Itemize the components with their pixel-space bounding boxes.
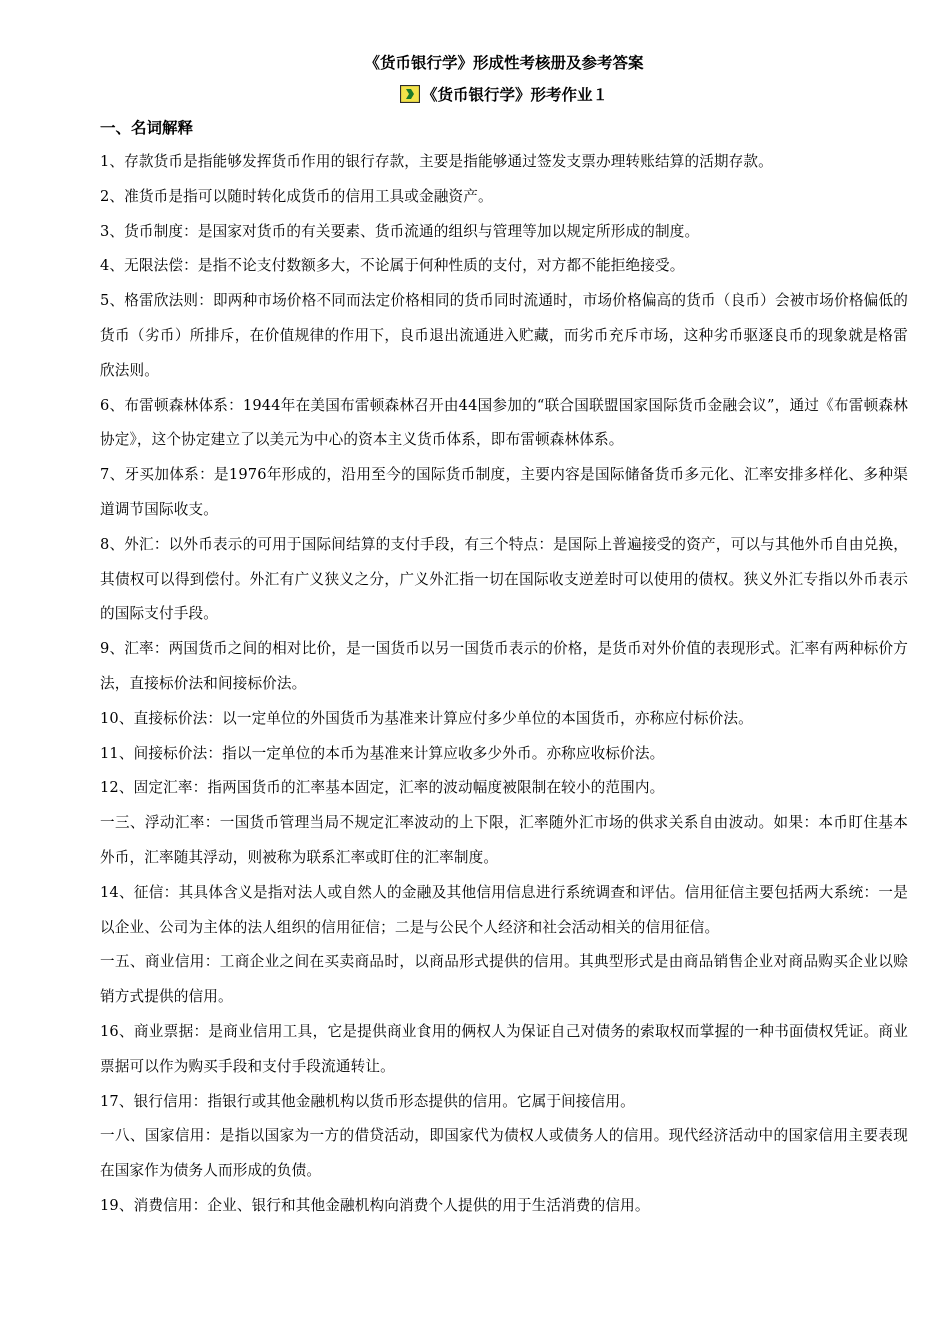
term-entry: 5、格雷欣法则：即两种市场价格不同而法定价格相同的货币同时流通时，市场价格偏高的货币（良币）会被市场价格偏低的货币（劣币）所排斥，在价值规律的作用下，良币退出流通进入贮藏，而劣币充斥市场，这种劣币驱逐良币的现象就是格雷欣法则。 xyxy=(100,292,908,379)
term-entry: 6、布雷顿森林体系：1944年在美国布雷顿森林召开由44国参加的“联合国联盟国家国际货币金融会议”，通过《布雷顿森林协定》，这个协定建立了以美元为中心的资本主义货币体系，即布雷顿森林体系。 xyxy=(100,396,908,449)
document-subtitle xyxy=(100,80,908,110)
term-entry: 19、消费信用：企业、银行和其他金融机构向消费个人提供的用于生活消费的信用。 xyxy=(100,1196,650,1214)
term-entry: 3、货币制度：是国家对货币的有关要素、货币流通的组织与管理等加以规定所形成的制度。 xyxy=(100,222,700,240)
term-entry: 16、商业票据：是商业信用工具，它是提供商业食用的俩权人为保证自己对债务的索取权而掌握的一种书面债权凭证。商业票据可以作为购买手段和支付手段流通转让。 xyxy=(100,1022,908,1075)
term-entry: 一三、浮动汇率：一国货币管理当局不规定汇率波动的上下限，汇率随外汇市场的供求关系自由波动。如果：本币盯住基本外币，汇率随其浮动，则被称为联系汇率或盯住的汇率制度。 xyxy=(100,814,908,866)
document-arrow-icon xyxy=(400,85,420,103)
term-entry: 7、牙买加体系：是1976年形成的，沿用至今的国际货币制度，主要内容是国际储备货币多元化、汇率安排多样化、多种渠道调节国际收支。 xyxy=(100,466,908,518)
document-page xyxy=(100,46,908,1224)
section-heading: 一、名词解释 xyxy=(100,119,194,137)
term-entry: 10、直接标价法：以一定单位的外国货币为基准来计算应付多少单位的本国货币，亦称应付标价法。 xyxy=(100,709,753,727)
term-entry: 一五、商业信用：工商企业之间在买卖商品时，以商品形式提供的信用。其典型形式是由商品销售企业对商品购买企业以赊销方式提供的信用。 xyxy=(100,953,908,1006)
term-entry: 1、存款货币是指能够发挥货币作用的银行存款，主要是指能够通过签发支票办理转账结算的活期存款。 xyxy=(100,153,773,170)
term-entry: 17、银行信用：指银行或其他金融机构以货币形态提供的信用。它属于间接信用。 xyxy=(100,1092,635,1110)
subtitle-text: 《货币银行学》形考作业１ xyxy=(421,86,608,104)
term-entry: 4、无限法偿：是指不论支付数额多大，不论属于何种性质的支付，对方都不能拒绝接受。 xyxy=(100,257,685,275)
term-entry: 2、准货币是指可以随时转化成货币的信用工具或金融资产。 xyxy=(100,187,493,205)
document-title: 《货币银行学》形成性考核册及参考答案 xyxy=(364,54,644,72)
term-entry: 8、外汇：以外币表示的可用于国际间结算的支付手段，有三个特点：是国际上普遍接受的资产，可以与其他外币自由兑换，其债权可以得到偿付。外汇有广义狭义之分，广义外汇指一切在国际收支逆差时可以使用的债权。狭义外汇专指以外币表示的国际支付手段。 xyxy=(100,535,908,623)
term-entry: 11、间接标价法：指以一定单位的本币为基准来计算应收多少外币。亦称应收标价法。 xyxy=(100,744,665,762)
term-entry: 14、征信：其具体含义是指对法人或自然人的金融及其他信用信息进行系统调查和评估。信用征信主要包括两大系统：一是以企业、公司为主体的法人组织的信用征信；二是与公民个人经济和社会活动相关的信用征信。 xyxy=(100,883,908,936)
term-list xyxy=(100,145,908,1224)
term-entry: 12、固定汇率：指两国货币的汇率基本固定，汇率的波动幅度被限制在较小的范围内。 xyxy=(100,779,665,797)
term-entry: 9、汇率：两国货币之间的相对比价，是一国货币以另一国货币表示的价格，是货币对外价值的表现形式。汇率有两种标价方法，直接标价法和间接标价法。 xyxy=(100,640,908,692)
term-entry: 一八、国家信用：是指以国家为一方的借贷活动，即国家代为债权人或债务人的信用。现代经济活动中的国家信用主要表现在国家作为债务人而形成的负债。 xyxy=(100,1127,908,1180)
